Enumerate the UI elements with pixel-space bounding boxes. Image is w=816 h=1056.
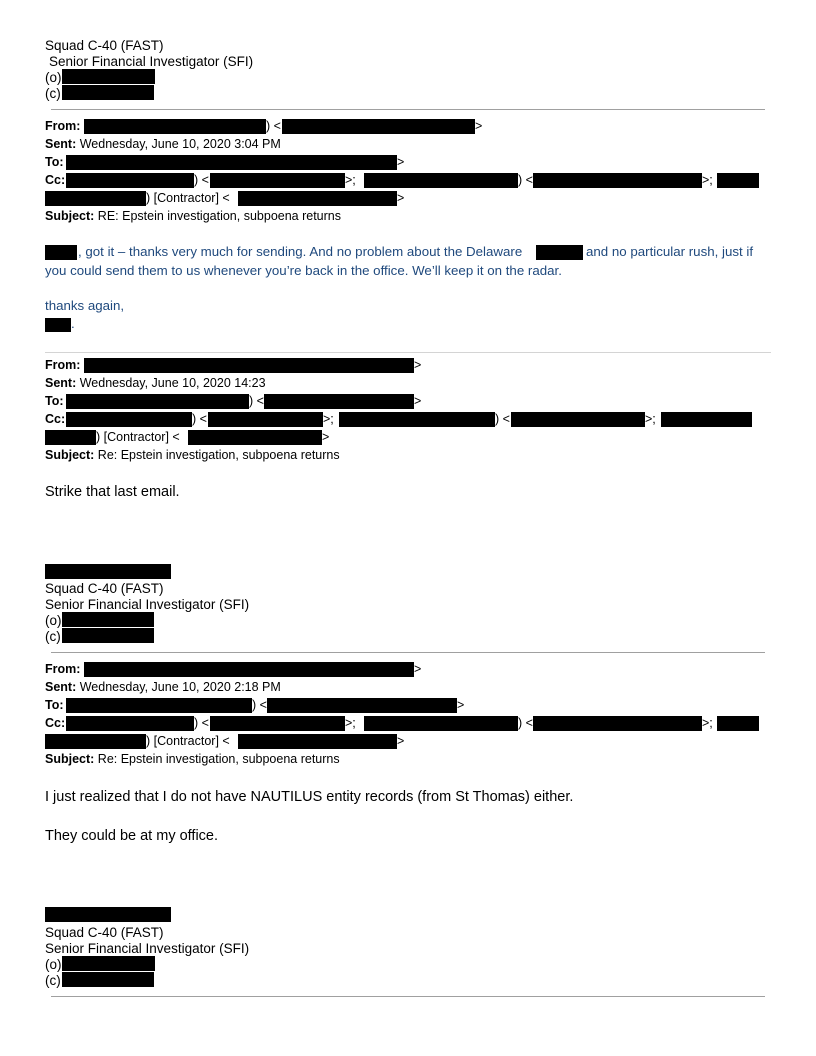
divider — [51, 996, 765, 997]
punct: ) < — [194, 716, 209, 730]
sent-value: Wednesday, June 10, 2020 3:04 PM — [79, 137, 281, 151]
redaction-bar — [62, 85, 154, 100]
cc-label: Cc: — [45, 716, 66, 730]
redaction-bar — [533, 173, 702, 188]
redaction-bar — [210, 716, 345, 731]
redaction-bar — [264, 394, 414, 409]
punct: ) < — [266, 119, 281, 133]
punct: ) < — [192, 412, 207, 426]
punct: > — [475, 119, 483, 133]
signature-cell-label: (c) — [45, 629, 61, 644]
redaction-bar — [45, 191, 146, 206]
signature-title: Senior Financial Investigator (SFI) — [45, 597, 250, 612]
redaction-bar — [84, 662, 414, 677]
redaction-bar — [66, 698, 252, 713]
redaction-bar — [533, 716, 702, 731]
punct: >; — [345, 716, 356, 730]
sent-label: Sent: — [45, 680, 77, 694]
redaction-bar — [84, 358, 414, 373]
redaction-bar — [208, 412, 323, 427]
signature-office-label: (o) — [45, 957, 62, 972]
redaction-bar — [62, 612, 154, 627]
signature-office-label: (o) — [45, 613, 62, 628]
redaction-bar — [62, 956, 155, 971]
to-label: To: — [45, 394, 64, 408]
punct: ) [Contractor] < — [146, 191, 230, 205]
subject-label: Subject: — [45, 209, 95, 223]
redaction-bar — [536, 245, 583, 260]
redaction-bar — [364, 716, 518, 731]
sent-value: Wednesday, June 10, 2020 2:18 PM — [79, 680, 281, 694]
redaction-bar — [188, 430, 322, 445]
punct: > — [457, 698, 465, 712]
signature-cell-label: (c) — [45, 973, 61, 988]
punct: > — [397, 191, 405, 205]
sent-label: Sent: — [45, 376, 77, 390]
divider — [51, 109, 765, 110]
body-text: They could be at my office. — [45, 828, 219, 844]
subject-value: RE: Epstein investigation, subpoena returns — [97, 209, 341, 223]
redaction-bar — [210, 173, 345, 188]
redaction-bar — [66, 394, 249, 409]
subject-value: Re: Epstein investigation, subpoena returns — [97, 448, 340, 462]
punct: > — [397, 734, 405, 748]
punct: >; — [702, 716, 713, 730]
subject-label: Subject: — [45, 448, 95, 462]
body-text: I just realized that I do not have NAUTILUS entity records (from St Thomas) either. — [45, 789, 574, 805]
punct: > — [322, 430, 330, 444]
redaction-bar — [62, 628, 154, 643]
redaction-bar — [84, 119, 266, 134]
body-text: thanks again, — [45, 298, 125, 313]
punct: >; — [645, 412, 656, 426]
punct: > — [414, 394, 422, 408]
punct: ) < — [252, 698, 267, 712]
signoff-period: . — [71, 316, 75, 331]
punct: ) < — [518, 173, 533, 187]
signature-squad: Squad C-40 (FAST) — [45, 925, 164, 940]
body-text: and no particular rush, just if — [586, 244, 754, 259]
sent-label: Sent: — [45, 137, 77, 151]
redaction-bar — [66, 412, 192, 427]
punct: >; — [323, 412, 334, 426]
body-text: you could send them to us whenever you’re back in the office. We’ll keep it on the radar. — [45, 263, 562, 278]
signature-title: Senior Financial Investigator (SFI) — [49, 54, 254, 69]
punct: ) [Contractor] < — [96, 430, 180, 444]
redaction-bar — [45, 245, 77, 260]
punct: ) < — [249, 394, 264, 408]
signature-squad: Squad C-40 (FAST) — [45, 38, 164, 53]
signature-cell-label: (c) — [45, 86, 61, 101]
punct: ) < — [518, 716, 533, 730]
redaction-bar — [45, 907, 171, 922]
signature-squad: Squad C-40 (FAST) — [45, 581, 164, 596]
punct: ) < — [495, 412, 510, 426]
punct: ) [Contractor] < — [146, 734, 230, 748]
punct: >; — [345, 173, 356, 187]
subject-value: Re: Epstein investigation, subpoena returns — [97, 752, 340, 766]
subject-label: Subject: — [45, 752, 95, 766]
redaction-bar — [66, 716, 194, 731]
redaction-bar — [66, 173, 194, 188]
from-label: From: — [45, 358, 81, 372]
redaction-bar — [339, 412, 495, 427]
cc-label: Cc: — [45, 173, 66, 187]
punct: > — [397, 155, 405, 169]
cc-label: Cc: — [45, 412, 66, 426]
from-label: From: — [45, 119, 81, 133]
redaction-bar — [62, 972, 154, 987]
from-label: From: — [45, 662, 81, 676]
divider — [45, 352, 771, 353]
punct: >; — [702, 173, 713, 187]
redaction-bar — [238, 734, 397, 749]
redaction-bar — [45, 430, 96, 445]
to-label: To: — [45, 155, 64, 169]
redaction-bar — [62, 69, 155, 84]
redaction-bar — [364, 173, 518, 188]
redaction-bar — [66, 155, 397, 170]
signature-office-label: (o) — [45, 70, 62, 85]
redaction-bar — [45, 734, 146, 749]
to-label: To: — [45, 698, 64, 712]
body-text: Strike that last email. — [45, 484, 180, 500]
redaction-bar — [282, 119, 475, 134]
sent-value: Wednesday, June 10, 2020 14:23 — [79, 376, 266, 390]
redaction-bar — [238, 191, 397, 206]
punct: > — [414, 662, 422, 676]
punct: > — [414, 358, 422, 372]
redaction-bar — [267, 698, 457, 713]
redaction-bar — [511, 412, 645, 427]
signature-title: Senior Financial Investigator (SFI) — [45, 941, 250, 956]
redaction-bar — [717, 173, 759, 188]
redaction-bar — [661, 412, 752, 427]
divider — [51, 652, 765, 653]
redaction-bar — [45, 318, 71, 332]
redaction-bar — [717, 716, 759, 731]
body-text: , got it – thanks very much for sending. And no problem about the Delaware — [78, 244, 523, 259]
punct: ) < — [194, 173, 209, 187]
redaction-bar — [45, 564, 171, 579]
